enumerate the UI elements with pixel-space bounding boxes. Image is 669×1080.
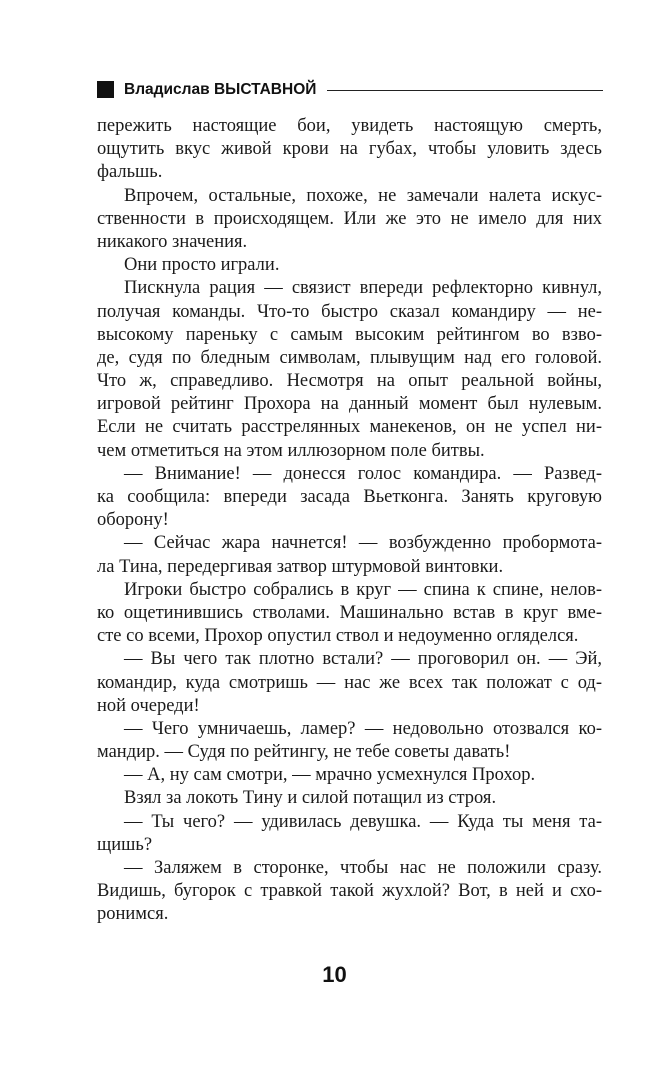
text-line: — Ты чего? — удивилась девушка. — Куда ты меня та- [124,811,602,832]
text-line: сте со всеми, Прохор опустил ствол и недоуменно огляделся. [97,626,579,647]
text-line: оборону! [97,510,169,531]
text-line: Если не считать расстрелянных манекенов, он не успел ни- [97,417,602,438]
text-line: ной очереди! [97,695,200,716]
text-line: Пискнула рация — связист впереди рефлекторно кивнул, [124,278,602,299]
paragraph [97,463,602,533]
text-line: Видишь, бугорок с травкой такой жухлой? Вот, в ней и схо- [97,881,602,902]
text-line: — Заляжем в сторонке, чтобы нас не положили сразу. [124,858,602,878]
text-line: Впрочем, остальные, похоже, не замечали налета искус- [124,185,602,206]
text-line: фальшь. [97,162,163,183]
body-text [97,115,602,927]
text-line: ка сообщила: впереди засада Вьетконга. Занять круговую [97,487,602,507]
paragraph [97,532,602,578]
text-line: высокому пареньку с самым высоким рейтингом во взво- [97,324,602,345]
paragraph [97,254,602,277]
text-line: ронимся. [97,904,169,925]
text-line: ла Тина, передергивая затвор штурмовой винтовки. [97,556,504,577]
text-line: ственности в происходящем. Или же это не имело для них [97,208,602,229]
text-line: игровой рейтинг Прохора на данный момент был нулевым. [97,394,602,415]
text-line: ко ощетинившись стволами. Машинально встав в круг вме- [97,602,602,623]
header-author: Владислав ВЫСТАВНОЙ [124,81,317,98]
text-line: мандир. — Судя по рейтингу, не тебе советы давать! [97,742,511,763]
text-line: Игроки быстро собрались в круг — спина к спине, нелов- [124,579,602,600]
text-line: получая команды. Что-то быстро сказал командиру — не- [97,301,602,322]
paragraph [97,718,602,764]
page-number: 10 [322,962,347,987]
header-square-mark [97,81,114,98]
paragraph [97,787,602,810]
paragraph [97,115,602,185]
text-line: — Вы чего так плотно встали? — проговорил он. — Эй, [124,649,602,670]
text-line: — Чего умничаешь, ламер? — недовольно отозвался ко- [124,718,602,739]
text-line: — Внимание! — донесся голос командира. — Развед- [124,463,602,484]
text-line: ощутить вкус живой крови на губах, чтобы уловить здесь [97,139,602,160]
text-line: чем отметиться на этом иллюзорном поле битвы. [97,440,485,461]
paragraph [97,857,602,927]
text-line: де, судя по бледным символам, плывущим над его головой. [97,347,602,368]
paragraph [97,185,602,255]
paragraph [97,811,602,857]
header-rule [327,90,603,91]
text-line: Взял за локоть Тину и силой потащил из строя. [124,788,497,809]
text-line: — Сейчас жара начнется! — возбужденно пробормота- [124,533,602,554]
text-line: никакого значения. [97,231,248,252]
text-line: Они просто играли. [124,255,280,276]
text-line: Что ж, справедливо. Несмотря на опыт реальной войны, [97,371,602,392]
text-line: щишь? [97,834,153,855]
paragraph [97,648,602,718]
text-line: командир, куда смотришь — нас же всех так положат с од- [97,672,602,693]
text-line: — А, ну сам смотри, — мрачно усмехнулся Прохор. [124,765,536,786]
running-header [97,79,603,101]
paragraph [97,579,602,649]
paragraph [97,764,602,787]
paragraph [97,277,602,463]
text-line: пережить настоящие бои, увидеть настоящую смерть, [97,116,602,136]
